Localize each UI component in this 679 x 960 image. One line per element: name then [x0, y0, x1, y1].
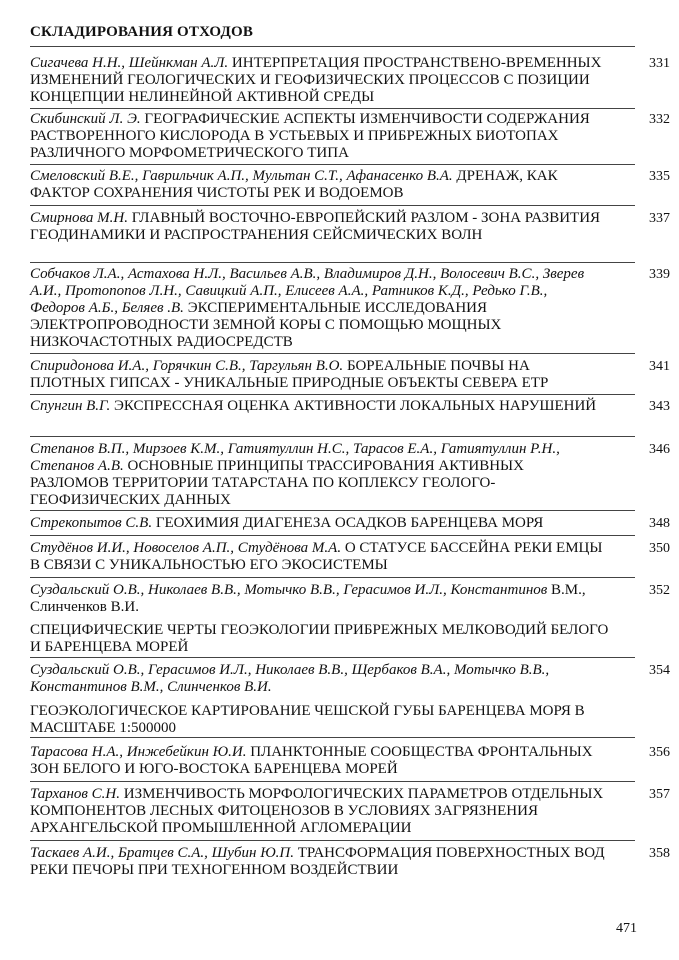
- entry-authors: Тарасова Н.А., Инжебейкин Ю.И.: [30, 744, 247, 760]
- divider: [30, 46, 635, 47]
- entry-authors-cont: В.М., Слинченков В.И.: [30, 582, 586, 615]
- entry-page: 331: [649, 56, 670, 71]
- entry-authors: Смеловский В.Е., Гаврильчик А.П., Мультан С.Т., Афанасенко В.А.: [30, 168, 453, 184]
- entry-authors: Смирнова М.Н.: [30, 210, 129, 226]
- entry-page: 337: [649, 211, 670, 226]
- entry-authors: Сигачева Н.Н., Шейнкман А.Л.: [30, 55, 229, 71]
- entry-authors: Скибинский Л. Э.: [30, 111, 141, 127]
- divider: [30, 840, 635, 841]
- entry-authors: Тарханов С.Н.: [30, 786, 120, 802]
- toc-entry: [30, 398, 670, 415]
- entry-title: ДРЕНАЖ, КАК ФАКТОР СОХРАНЕНИЯ ЧИСТОТЫ РЕК И ВОДОЕМОВ: [30, 168, 558, 201]
- entry-page: 332: [649, 112, 670, 127]
- entry-title: ПЛАНКТОННЫЕ СООБЩЕСТВА ФРОНТАЛЬНЫХ ЗОН БЕЛОГО И ЮГО-ВОСТОКА БАРЕНЦЕВА МОРЕЙ: [30, 744, 593, 777]
- continued-title: СКЛАДИРОВАНИЯ ОТХОДОВ: [30, 24, 254, 40]
- toc-entry: [30, 266, 670, 351]
- entry-title: ИНТЕРПРЕТАЦИЯ ПРОСТРАНСТВЕНО-ВРЕМЕННЫХ ИЗМЕНЕНИЙ ГЕОЛОГИЧЕСКИХ И ГЕОФИЗИЧЕСКИХ ПРОЦЕССОВ С ПОЗИЦИИ КОНЦЕПЦИИ НЕЛИНЕЙНОЙ АКТИВНОЙ СРЕДЫ: [30, 55, 602, 105]
- toc-entry: [30, 662, 670, 696]
- page-number: 471: [616, 921, 637, 936]
- divider: [30, 781, 635, 782]
- toc-entry: [30, 540, 670, 574]
- toc-entry: [30, 744, 670, 778]
- entry-title: ТРАНСФОРМАЦИЯ ПОВЕРХНОСТНЫХ ВОД РЕКИ ПЕЧОРЫ ПРИ ТЕХНОГЕННОМ ВОЗДЕЙСТВИИ: [30, 845, 605, 878]
- entry-page: 343: [649, 399, 670, 414]
- section-title: ГЕОЭКОЛОГИЧЕСКОЕ КАРТИРОВАНИЕ ЧЕШСКОЙ ГУБЫ БАРЕНЦЕВА МОРЯ В МАСШТАБЕ 1:500000: [30, 703, 585, 736]
- entry-page: 354: [649, 663, 670, 678]
- entry-page: 350: [649, 541, 670, 556]
- entry-title: ОСНОВНЫЕ ПРИНЦИПЫ ТРАССИРОВАНИЯ АКТИВНЫХ РАЗЛОМОВ ТЕРРИТОРИИ ТАТАРСТАНА ПО КОПЛЕКСУ ГЕОЛОГО-ГЕОФИЗИЧЕСКИХ ДАННЫХ: [30, 458, 524, 508]
- entry-authors: Спунгин В.Г.: [30, 398, 111, 414]
- section-title: СПЕЦИФИЧЕСКИЕ ЧЕРТЫ ГЕОЭКОЛОГИИ ПРИБРЕЖНЫХ МЕЛКОВОДИЙ БЕЛОГО И БАРЕНЦЕВА МОРЕЙ: [30, 622, 609, 655]
- entry-authors: Степанов В.П., Мирзоев К.М., Гатиятуллин Н.С., Тарасов Е.А., Гатиятуллин Р.Н., Степанов А.В.: [30, 441, 560, 474]
- divider: [30, 737, 635, 738]
- toc-entry: [30, 111, 670, 162]
- toc-entry: [30, 515, 670, 532]
- divider: [30, 657, 635, 658]
- entry-page: 352: [649, 583, 670, 598]
- entry-authors: Собчаков Л.А., Астахова Н.Л., Васильев А.В., Владимиров Д.Н., Волосевич В.С., Зверев А.И., Протопопов Л.Н., Савицкий А.П., Елисеев А.А., Ратников К.Д., Редько Г.В., Федоров А.Б., Беляев .В.: [30, 266, 585, 316]
- entry-authors: Суздальский О.В., Герасимов И.Л., Николаев В.В., Щербаков В.А., Мотычко В.В., Константинов В.М., Слинченков В.И.: [30, 662, 550, 695]
- entry-title: БОРЕАЛЬНЫЕ ПОЧВЫ НА ПЛОТНЫХ ГИПСАХ - УНИКАЛЬНЫЕ ПРИРОДНЫЕ ОБЪЕКТЫ СЕВЕРА ЕТР: [30, 358, 549, 391]
- entry-title: ГЕОХИМИЯ ДИАГЕНЕЗА ОСАДКОВ БАРЕНЦЕВА МОРЯ: [155, 515, 544, 531]
- divider: [30, 510, 635, 511]
- toc-entry: [30, 210, 670, 244]
- divider: [30, 577, 635, 578]
- divider: [30, 262, 635, 263]
- divider: [30, 108, 635, 109]
- entry-page: 339: [649, 267, 670, 282]
- entry-title: О СТАТУСЕ БАССЕЙНА РЕКИ ЕМЦЫ В СВЯЗИ С УНИКАЛЬНОСТЬЮ ЕГО ЭКОСИСТЕМЫ: [30, 540, 603, 573]
- entry-page: 346: [649, 442, 670, 457]
- entry-title: ГЕОГРАФИЧЕСКИЕ АСПЕКТЫ ИЗМЕНЧИВОСТИ СОДЕРЖАНИЯ РАСТВОРЕННОГО КИСЛОРОДА В УСТЬЕВЫХ И ПРИБРЕЖНЫХ БИОТОПАХ РАЗЛИЧНОГО МОРФОМЕТРИЧЕСКОГО ТИПА: [30, 111, 590, 161]
- divider: [30, 164, 635, 165]
- toc-entry: [30, 358, 670, 392]
- entry-page: 348: [649, 516, 670, 531]
- entry-title: ЭКСПРЕССНАЯ ОЦЕНКА АКТИВНОСТИ ЛОКАЛЬНЫХ НАРУШЕНИЙ: [113, 398, 597, 414]
- divider: [30, 205, 635, 206]
- toc-entry: [30, 441, 670, 509]
- divider: [30, 436, 635, 437]
- divider: [30, 535, 635, 536]
- entry-authors: Стрекопытов С.В.: [30, 515, 153, 531]
- toc-entry: [30, 55, 670, 106]
- entry-page: 357: [649, 787, 670, 802]
- entry-page: 358: [649, 846, 670, 861]
- toc-entry: [30, 786, 670, 837]
- divider: [30, 394, 635, 395]
- entry-page: 335: [649, 169, 670, 184]
- entry-title: ГЛАВНЫЙ ВОСТОЧНО-ЕВРОПЕЙСКИЙ РАЗЛОМ - ЗОНА РАЗВИТИЯ ГЕОДИНАМИКИ И РАСПРОСТРАНЕНИЯ СЕЙСМИЧЕСКИХ ВОЛН: [30, 210, 601, 243]
- toc-entry: [30, 168, 670, 202]
- entry-authors: Таскаев А.И., Братцев С.А., Шубин Ю.П.: [30, 845, 295, 861]
- entry-title: ЭКСПЕРИМЕНТАЛЬНЫЕ ИССЛЕДОВАНИЯ ЭЛЕКТРОПРОВОДНОСТИ ЗЕМНОЙ КОРЫ С ПОМОЩЬЮ МОЩНЫХ НИЗКОЧАСТОТНЫХ РАДИОСРЕДСТВ: [30, 300, 502, 350]
- divider: [30, 353, 635, 354]
- entry-authors: Студёнов И.И., Новоселов А.П., Студёнова М.А.: [30, 540, 342, 556]
- toc-entry: [30, 845, 670, 879]
- toc-entry: [30, 582, 670, 616]
- entry-authors: Спиридонова И.А., Горячкин С.В., Таргульян В.О.: [30, 358, 344, 374]
- entry-authors: Суздальский О.В., Николаев В.В., Мотычко В.В., Герасимов И.Л., Константинов: [30, 582, 548, 598]
- entry-title: ИЗМЕНЧИВОСТЬ МОРФОЛОГИЧЕСКИХ ПАРАМЕТРОВ ОТДЕЛЬНЫХ КОМПОНЕНТОВ ЛЕСНЫХ ФИТОЦЕНОЗОВ В УСЛОВИЯХ ЗАГРЯЗНЕНИЯ АРХАНГЕЛЬСКОЙ ПРОМЫШЛЕННОЙ АГЛОМЕРАЦИИ: [30, 786, 604, 836]
- entry-page: 341: [649, 359, 670, 374]
- entry-page: 356: [649, 745, 670, 760]
